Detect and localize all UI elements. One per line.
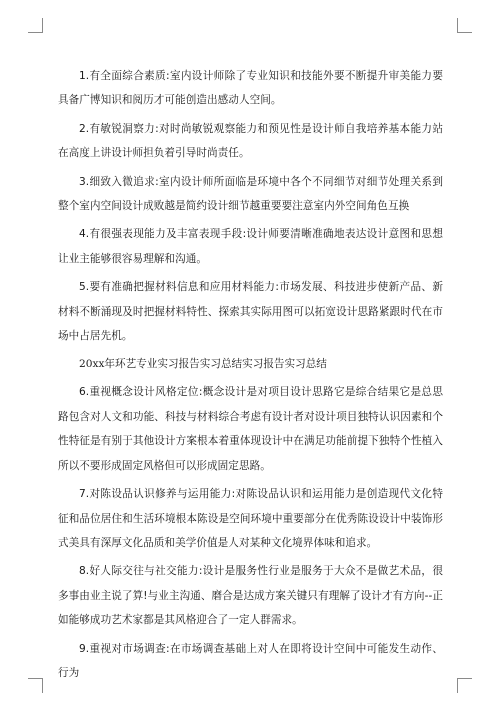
paragraph: 9.重视对市场调查:在市场调查基础上对人在即将设计空间中可能发生动作、行为 (58, 642, 443, 679)
crop-mark-bottom-right (457, 678, 472, 693)
paragraph: 7.对陈设品认识修养与运用能力:对陈设品认识和运用能力是创造现代文化特征和品位居住和生活环境根本陈设是空间环境中重要部分在优秀陈设设计中装饰形式美具有深厚文化品质和美学价值是人对某种文化境界体味和追求。 (58, 488, 443, 549)
document-body (58, 64, 443, 689)
crop-mark-bottom-left (28, 678, 43, 693)
crop-mark-top-right (457, 18, 472, 33)
crop-mark-top-left (28, 18, 43, 33)
paragraph: 4.有很强表现能力及丰富表现手段:设计师要清晰准确地表达设计意图和思想让业主能够很容易理解和沟通。 (58, 228, 443, 265)
section-heading: 20xx年环艺专业实习报告实习总结实习报告实习总结 (79, 358, 327, 371)
paragraph: 1.有全面综合素质:室内设计师除了专业知识和技能外要不断提升审美能力要具备广博知识和阅历才可能创造出感动人空间。 (58, 70, 443, 107)
paragraph: 2.有敏锐洞察力:对时尚敏锐观察能力和预见性是设计师自我培养基本能力站在高度上讲设计师担负着引导时尚责任。 (58, 122, 443, 160)
paragraph: 6.重视概念设计风格定位:概念设计是对项目设计思路它是综合结果它是总思路包含对人文和功能、科技与材料综合考虑有设计者对设计项目独特认识因素和个性特征是有别于其他设计方案根本着重体现设计中在满足功能前提下独特个性植入所以不要形成固定风格但可以形成固定思路。 (58, 386, 443, 472)
paragraph: 8.好人际交往与社交能力:设计是服务性行业是服务于大众不是做艺术品，很多事由业主说了算!与业主沟通、磨合是达成方案关键只有理解了设计才有方向--正如能够成功艺术家都是其风格迎合了一定人群需求。 (58, 565, 443, 627)
paragraph: 5.要有准确把握材料信息和应用材料能力:市场发展、科技进步使新产品、新材料不断涌现及时把握材料特性、探索其实际用图可以拓宽设计思路紧跟时代在市场中占居先机。 (58, 281, 443, 343)
paragraph: 3.细致入微追求:室内设计师所面临是环境中各个不同细节对细节处理关系到整个室内空间设计成败越是简约设计细节越重要要注意室内外空间角色互换 (58, 175, 443, 213)
